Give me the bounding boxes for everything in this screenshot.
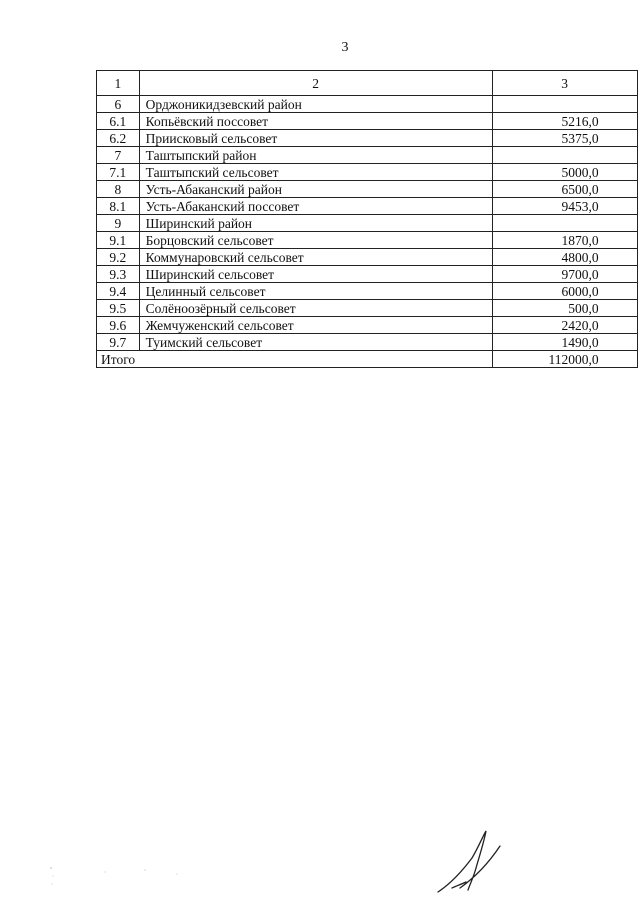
table-row <box>97 266 638 283</box>
row-number: 7.1 <box>97 164 140 181</box>
row-name: Коммунаровский сельсовет <box>139 249 492 266</box>
row-value: 1870,0 <box>492 232 637 249</box>
row-name: Жемчуженский сельсовет <box>139 317 492 334</box>
row-value <box>492 215 637 232</box>
row-number: 9 <box>97 215 140 232</box>
row-number: 9.7 <box>97 334 140 351</box>
table-row <box>97 334 638 351</box>
row-name: Усть-Абаканский район <box>139 181 492 198</box>
row-value <box>492 147 637 164</box>
row-value: 4800,0 <box>492 249 637 266</box>
row-value: 5000,0 <box>492 164 637 181</box>
table-row <box>97 164 638 181</box>
row-number: 9.3 <box>97 266 140 283</box>
row-name: Ширинский район <box>139 215 492 232</box>
row-number: 9.5 <box>97 300 140 317</box>
table-row <box>97 96 638 113</box>
table-row <box>97 181 638 198</box>
row-name: Усть-Абаканский поссовет <box>139 198 492 215</box>
column-header-3: 3 <box>492 71 637 96</box>
total-value: 112000,0 <box>492 351 637 368</box>
row-number: 8.1 <box>97 198 140 215</box>
row-value: 1490,0 <box>492 334 637 351</box>
row-value: 2420,0 <box>492 317 637 334</box>
table-row <box>97 215 638 232</box>
row-value: 500,0 <box>492 300 637 317</box>
row-value: 6500,0 <box>492 181 637 198</box>
row-number: 6 <box>97 96 140 113</box>
page-number: 3 <box>341 40 349 55</box>
row-value: 5216,0 <box>492 113 637 130</box>
row-number: 6.2 <box>97 130 140 147</box>
row-number: 9.4 <box>97 283 140 300</box>
row-name: Солёноозёрный сельсовет <box>139 300 492 317</box>
table-row <box>97 130 638 147</box>
row-number: 9.2 <box>97 249 140 266</box>
row-name: Целинный сельсовет <box>139 283 492 300</box>
row-number: 6.1 <box>97 113 140 130</box>
row-number: 9.6 <box>97 317 140 334</box>
table-row <box>97 198 638 215</box>
row-value: 9453,0 <box>492 198 637 215</box>
row-name: Копьёвский поссовет <box>139 113 492 130</box>
table-row <box>97 300 638 317</box>
row-name: Приисковый сельсовет <box>139 130 492 147</box>
table-row <box>97 147 638 164</box>
scan-noise <box>45 862 185 892</box>
row-name: Орджоникидзевский район <box>139 96 492 113</box>
row-name: Таштыпский район <box>139 147 492 164</box>
row-value: 9700,0 <box>492 266 637 283</box>
row-value: 5375,0 <box>492 130 637 147</box>
table-header-row <box>97 71 638 96</box>
row-name: Таштыпский сельсовет <box>139 164 492 181</box>
row-number: 9.1 <box>97 232 140 249</box>
signature-mark <box>430 828 510 898</box>
total-label: Итого <box>97 351 140 368</box>
row-name: Борцовский сельсовет <box>139 232 492 249</box>
row-value: 6000,0 <box>492 283 637 300</box>
column-header-1: 1 <box>97 71 140 96</box>
row-number: 7 <box>97 147 140 164</box>
row-name: Ширинский сельсовет <box>139 266 492 283</box>
column-header-2: 2 <box>139 71 492 96</box>
allocation-table <box>96 70 638 368</box>
total-spacer <box>139 351 492 368</box>
table-row <box>97 249 638 266</box>
table-row <box>97 317 638 334</box>
row-name: Туимский сельсовет <box>139 334 492 351</box>
table-row <box>97 283 638 300</box>
row-number: 8 <box>97 181 140 198</box>
table-row <box>97 113 638 130</box>
total-row <box>97 351 638 368</box>
table-row <box>97 232 638 249</box>
row-value <box>492 96 637 113</box>
